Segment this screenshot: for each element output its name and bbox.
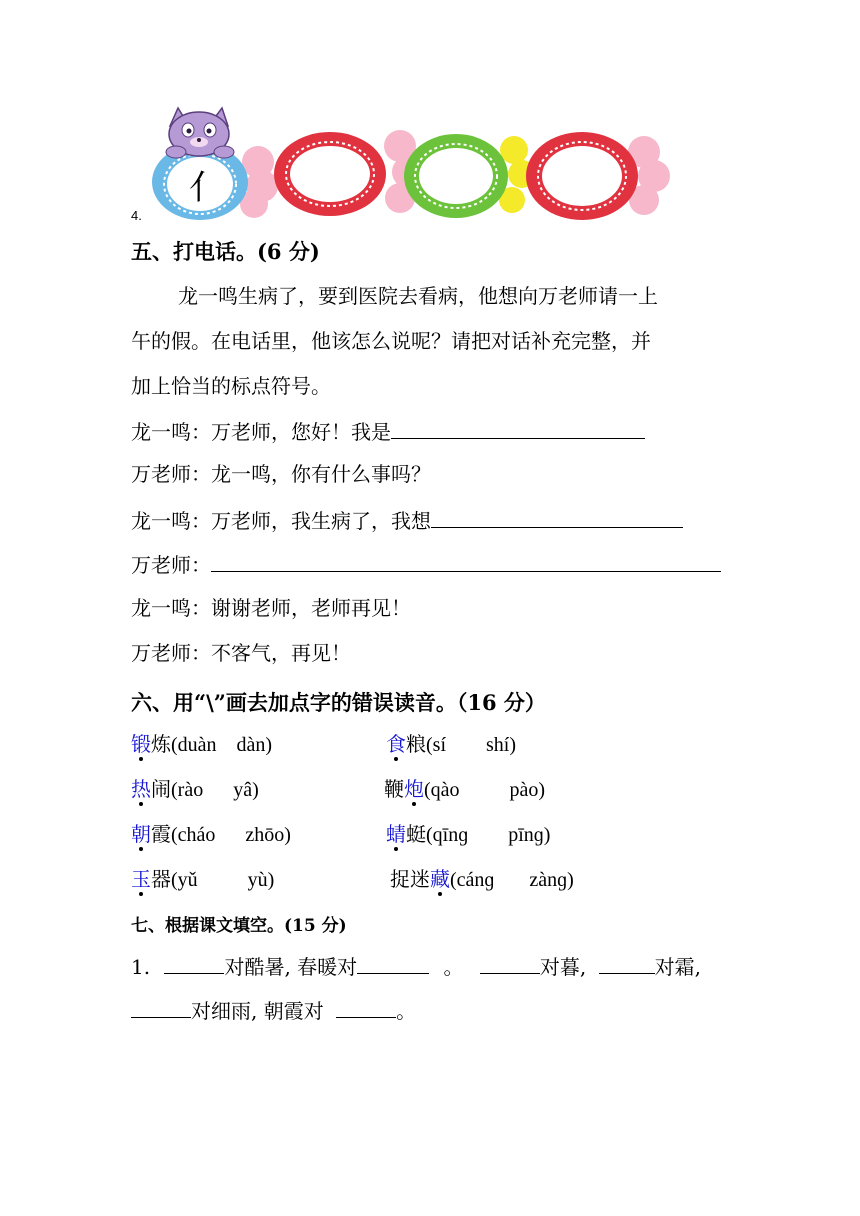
dotted-char: 锻 — [131, 732, 151, 756]
dialog-line-6: 万老师：不客气，再见！ — [131, 641, 351, 665]
pinyin-options[interactable]: (yǔ yù) — [171, 869, 275, 891]
section5-intro-line-2: 午的假。在电话里，他该怎么说呢？请把对话补充完整，并 — [131, 329, 651, 353]
pinyin-item: 锻炼(duàn dàn) — [131, 732, 273, 756]
pinyin-item: 鞭炮(qào pào) — [384, 777, 546, 801]
section7-heading: 七、根据课文填空。(15 分) — [131, 916, 347, 936]
pinyin-item: 玉器(yǔ yù) — [131, 867, 275, 891]
pinyin-item: 捉迷藏(cánɡ zànɡ) — [390, 867, 574, 891]
dotted-char: 朝 — [131, 822, 151, 846]
pinyin-options[interactable]: (sí shí) — [426, 734, 516, 756]
answer-blank[interactable] — [357, 953, 429, 974]
pinyin-item: 热闹(rào yâ) — [131, 777, 259, 801]
cat-icon — [166, 108, 234, 158]
answer-blank[interactable] — [431, 507, 683, 528]
answer-blank[interactable] — [480, 953, 540, 974]
answer-blank[interactable] — [599, 953, 655, 974]
section5-heading: 五、打电话。(6 分) — [131, 239, 320, 264]
pinyin-options[interactable]: (duàn dàn) — [171, 734, 273, 756]
pinyin-item: 朝霞(cháo zhōo) — [131, 822, 291, 846]
dotted-char: 藏 — [430, 867, 450, 891]
dialog-line-3: 龙一鸣：万老师，我生病了，我想 — [131, 507, 683, 533]
answer-blank[interactable] — [211, 551, 721, 572]
section7-question-1-line-1: 1. 对酷暑, 春暖对 。 对暮, 对霜, — [131, 955, 701, 979]
flower-oval-decoration — [150, 104, 670, 224]
dotted-char: 蜻 — [386, 822, 406, 846]
pinyin-item: 食粮(sí shí) — [386, 732, 516, 756]
answer-blank[interactable] — [336, 997, 396, 1018]
section7-question-1-line-2: 对细雨, 朝霞对 。 — [131, 997, 416, 1023]
section5-intro-line-1: 龙一鸣生病了，要到医院去看病，他想向万老师请一上 — [178, 284, 658, 308]
dialog-line-5: 龙一鸣：谢谢老师，老师再见！ — [131, 596, 411, 620]
answer-blank[interactable] — [164, 953, 224, 974]
answer-blank[interactable] — [391, 418, 645, 439]
dotted-char: 玉 — [131, 867, 151, 891]
dotted-char: 食 — [386, 732, 406, 756]
dialog-line-4: 万老师： — [131, 551, 721, 577]
dialog-line-1: 龙一鸣：万老师，您好！我是 — [131, 418, 645, 444]
pinyin-options[interactable]: (qīnɡ pīnɡ) — [426, 824, 551, 846]
pinyin-item: 蜻蜓(qīnɡ pīnɡ) — [386, 822, 551, 846]
dotted-char: 炮 — [404, 777, 424, 801]
pinyin-options[interactable]: (cháo zhōo) — [171, 824, 291, 846]
dotted-char: 热 — [131, 777, 151, 801]
item4-number: 4. — [131, 208, 142, 223]
section6-heading: 六、用“\”画去加点字的错误读音。（16 分） — [131, 690, 546, 715]
section5-intro-line-3: 加上恰当的标点符号。 — [131, 374, 331, 398]
pinyin-options[interactable]: (rào yâ) — [171, 779, 259, 801]
pinyin-options[interactable]: (cánɡ zànɡ) — [450, 869, 574, 891]
dialog-line-2: 万老师：龙一鸣，你有什么事吗？ — [131, 462, 431, 486]
answer-blank[interactable] — [131, 997, 191, 1018]
item4-first-char: 亻 — [189, 168, 223, 208]
pinyin-options[interactable]: (qào pào) — [424, 779, 546, 801]
